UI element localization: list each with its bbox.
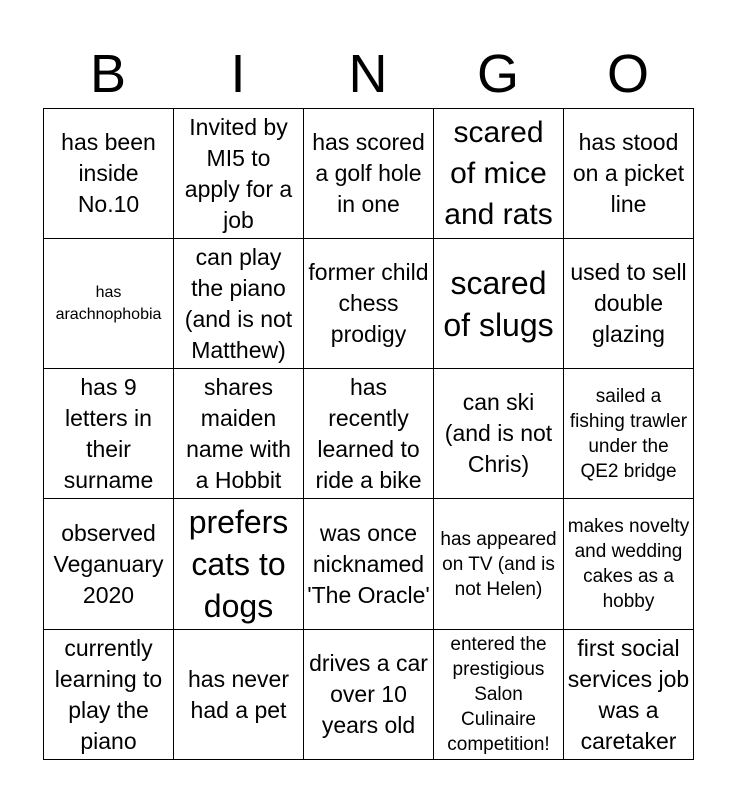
- grid-row: [44, 369, 694, 499]
- header-letter-g: G: [476, 44, 519, 104]
- grid-row: [44, 499, 694, 630]
- bingo-cell: makes novelty and wedding cakes as a hobby: [564, 499, 694, 630]
- bingo-header: [43, 40, 693, 108]
- bingo-cell: observed Veganuary 2020: [44, 499, 174, 630]
- bingo-grid: [43, 108, 694, 760]
- bingo-cell: currently learning to play the piano: [44, 630, 174, 760]
- bingo-cell: prefers cats to dogs: [174, 499, 304, 630]
- bingo-cell: former child chess prodigy: [304, 239, 434, 369]
- header-letter-i: I: [230, 44, 246, 104]
- bingo-cell: has 9 letters in their surname: [44, 369, 174, 499]
- grid-row: [44, 630, 694, 760]
- bingo-cell: has recently learned to ride a bike: [304, 369, 434, 499]
- bingo-cell: has never had a pet: [174, 630, 304, 760]
- bingo-cell: used to sell double glazing: [564, 239, 694, 369]
- bingo-cell: first social services job was a caretaker: [564, 630, 694, 760]
- bingo-cell: can ski (and is not Chris): [434, 369, 564, 499]
- header-letter-n: N: [348, 44, 388, 104]
- grid-row: [44, 109, 694, 239]
- bingo-cell: entered the prestigious Salon Culinaire competition!: [434, 630, 564, 760]
- bingo-cell: has scored a golf hole in one: [304, 109, 434, 239]
- bingo-cell: has been inside No.10: [44, 109, 174, 239]
- bingo-cell: has appeared on TV (and is not Helen): [434, 499, 564, 630]
- header-letter-b: B: [89, 44, 127, 104]
- bingo-cell: scared of mice and rats: [434, 109, 564, 239]
- bingo-cell: drives a car over 10 years old: [304, 630, 434, 760]
- bingo-cell: was once nicknamed 'The Oracle': [304, 499, 434, 630]
- header-letter-o: O: [606, 44, 649, 104]
- bingo-cell: scared of slugs: [434, 239, 564, 369]
- bingo-cell: shares maiden name with a Hobbit: [174, 369, 304, 499]
- grid-row: [44, 239, 694, 369]
- bingo-cell: can play the piano (and is not Matthew): [174, 239, 304, 369]
- bingo-cell: has stood on a picket line: [564, 109, 694, 239]
- bingo-cell: Invited by MI5 to apply for a job: [174, 109, 304, 239]
- bingo-cell: sailed a fishing trawler under the QE2 bridge: [564, 369, 694, 499]
- bingo-cell: has arachnophobia: [44, 239, 174, 369]
